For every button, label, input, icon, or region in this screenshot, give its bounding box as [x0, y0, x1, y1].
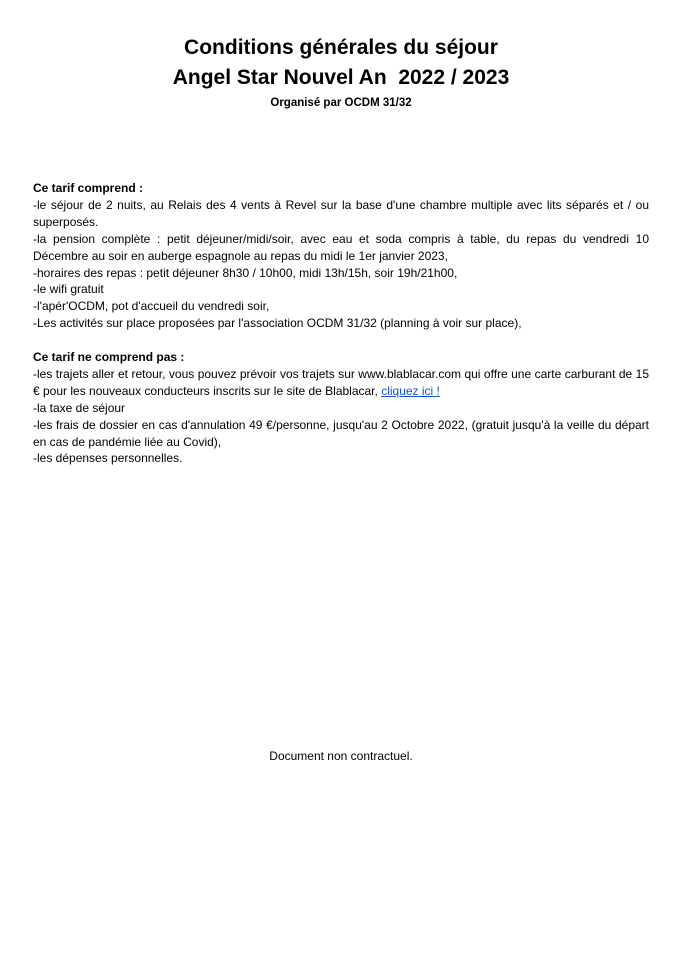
event-title: Angel Star Nouvel An 2022 / 2023: [172, 66, 510, 89]
blablacar-link[interactable]: cliquez ici !: [381, 383, 440, 398]
organizer-line: Organisé par OCDM 31/32: [270, 97, 412, 109]
document-title: Conditions générales du séjour: [184, 36, 498, 59]
excludes-item-transport: [33, 366, 649, 400]
disclaimer-footer: Document non contractuel.: [269, 749, 413, 763]
includes-item-welcome-drink: -l'apér'OCDM, pot d'accueil du vendredi soir,: [33, 299, 270, 314]
includes-item-stay: -le séjour de 2 nuits, au Relais des 4 vents à Revel sur la base d'une chambre multiple avec lits séparés et / ou superposés.: [33, 197, 649, 229]
excludes-item-personal-expenses: -les dépenses personnelles.: [33, 451, 183, 466]
includes-section: [33, 180, 649, 332]
transport-text: -les trajets aller et retour, vous pouvez prévoir vos trajets sur www.blablacar.com qui offre une carte carburant de 15 € pour les nouveaux conducteurs inscrits sur le site de Blablacar,: [33, 366, 649, 398]
excludes-heading: Ce tarif ne comprend pas :: [33, 350, 185, 365]
conditions-body: [33, 180, 649, 467]
includes-item-wifi: -le wifi gratuit: [33, 282, 104, 297]
excludes-section: [33, 349, 649, 467]
document-header: [0, 33, 682, 111]
includes-item-activities: -Les activités sur place proposées par l'association OCDM 31/32 (planning à voir sur place),: [33, 316, 522, 331]
includes-heading: Ce tarif comprend :: [33, 181, 144, 195]
excludes-item-cancellation-fees: -les frais de dossier en cas d'annulation 49 €/personne, jusqu'au 2 Octobre 2022, (gratuit jusqu'à la veille du départ en cas de pandémie liée au Covid),: [33, 417, 649, 449]
excludes-item-tourist-tax: -la taxe de séjour: [33, 400, 126, 415]
includes-item-meal-times: -horaires des repas : petit déjeuner 8h30 / 10h00, midi 13h/15h, soir 19h/21h00,: [33, 265, 458, 280]
includes-item-full-board: -la pension complète : petit déjeuner/midi/soir, avec eau et soda compris à table, du repas du vendredi 10 Décembre au soir en auberge espagnole au repas du midi le 1er janvier 2023,: [33, 231, 649, 263]
